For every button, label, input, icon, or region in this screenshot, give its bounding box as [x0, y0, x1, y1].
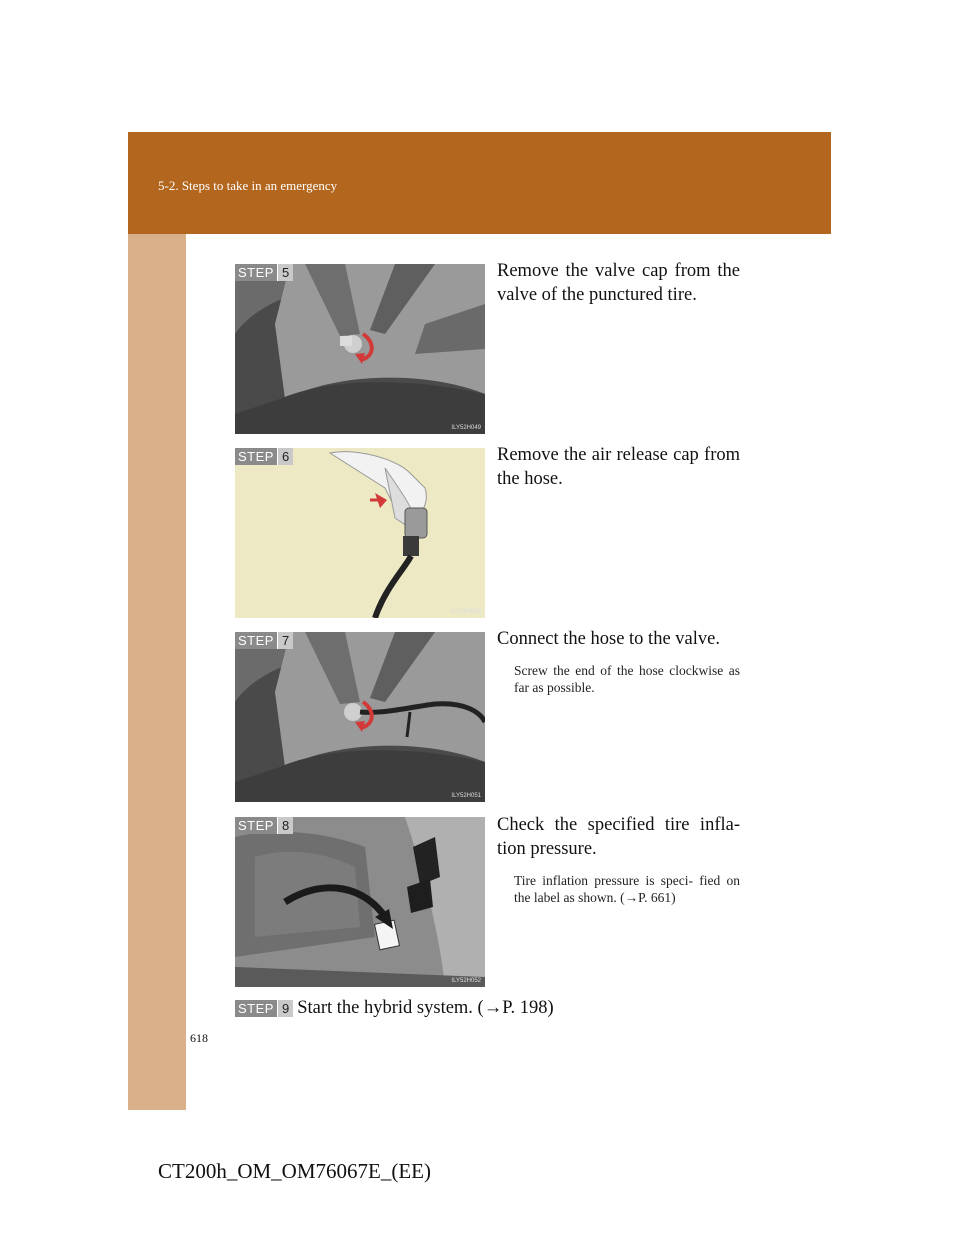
hose-release-cap-image — [235, 448, 485, 618]
step-number: 7 — [277, 632, 293, 649]
step-number: 9 — [277, 1000, 293, 1017]
side-margin-bar — [128, 234, 186, 1110]
step-5-instruction: Remove the valve cap from the valve of the punctured tire. — [497, 261, 740, 305]
step-8-illustration — [235, 817, 485, 987]
hose-to-valve-image — [235, 632, 485, 802]
image-code: ILY52H050 — [451, 609, 481, 615]
document-code: CT200h_OM_OM76067E_(EE) — [158, 1159, 431, 1183]
step-badge — [235, 1000, 293, 1017]
image-code: ILY52H051 — [451, 793, 481, 799]
step-label: STEP — [235, 817, 277, 834]
page-number: 618 — [190, 1031, 208, 1045]
step-badge — [235, 817, 293, 834]
step-badge — [235, 632, 293, 649]
step-8-instruction: Check the specified tire infla- tion pressure. — [497, 815, 740, 859]
step-badge — [235, 264, 293, 281]
step-7-note: Screw the end of the hose clockwise as far as possible. — [514, 663, 740, 695]
step-9-instruction: Start the hybrid system. (→P. 198) — [297, 998, 554, 1018]
step-6-instruction: Remove the air release cap from the hose. — [497, 445, 740, 489]
step-number: 8 — [277, 817, 293, 834]
door-pillar-label-image — [235, 817, 485, 987]
step-label: STEP — [235, 1000, 277, 1017]
step-label: STEP — [235, 448, 277, 465]
step-7-instruction: Connect the hose to the valve. — [497, 629, 720, 649]
step-badge — [235, 448, 293, 465]
step-label: STEP — [235, 264, 277, 281]
image-code: ILY52H049 — [451, 425, 481, 431]
image-code: ILY52H052 — [451, 978, 481, 984]
tire-valve-cap-image — [235, 264, 485, 434]
step-number: 6 — [277, 448, 293, 465]
step-5-illustration — [235, 264, 485, 434]
section-title: 5-2. Steps to take in an emergency — [158, 178, 338, 193]
step-number: 5 — [277, 264, 293, 281]
step-7-illustration — [235, 632, 485, 802]
step-6-illustration — [235, 448, 485, 618]
step-9-row — [235, 998, 554, 1019]
step-8-note: Tire inflation pressure is speci- fied on the label as shown. (→P. 661) — [514, 873, 740, 905]
page-header — [128, 132, 831, 234]
step-label: STEP — [235, 632, 277, 649]
